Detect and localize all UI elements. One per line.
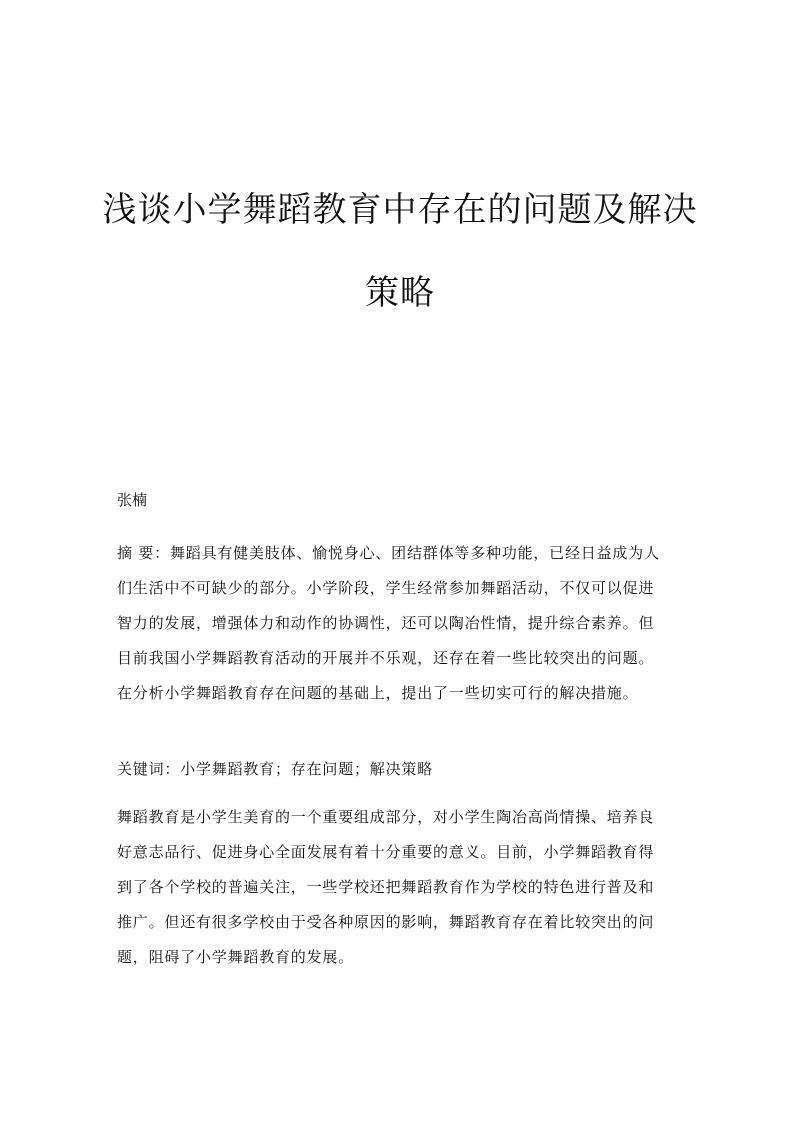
body-line: 题，阻碍了小学舞蹈教育的发展。	[117, 948, 355, 966]
abstract-line: 智力的发展，增强体力和动作的协调性，还可以陶冶性情，提升综合素养。但	[117, 614, 655, 632]
body-line: 舞蹈教育是小学生美育的一个重要组成部分，对小学生陶冶高尚情操、培养良	[117, 808, 655, 826]
author-name: 张楠	[117, 491, 148, 509]
abstract-line: 们生活中不可缺少的部分。小学阶段，学生经常参加舞蹈活动，不仅可以促进	[117, 579, 655, 597]
abstract-line: 摘 要：舞蹈具有健美肢体、愉悦身心、团结群体等多种功能，已经日益成为人	[117, 544, 660, 562]
abstract-line: 目前我国小学舞蹈教育活动的开展并不乐观，还存在着一些比较突出的问题。	[117, 649, 655, 667]
abstract-paragraph	[117, 542, 687, 717]
keywords-line: 关键词：小学舞蹈教育；存在问题；解决策略	[117, 760, 434, 778]
body-line: 推广。但还有很多学校由于受各种原因的影响，舞蹈教育存在着比较突出的问	[117, 913, 655, 931]
document-title-line-2: 策略	[365, 273, 435, 313]
document-title-line-1: 浅谈小学舞蹈教育中存在的问题及解决	[102, 190, 698, 230]
body-line: 好意志品行、促进身心全面发展有着十分重要的意义。目前，小学舞蹈教育得	[117, 843, 655, 861]
body-line: 到了各个学校的普遍关注，一些学校还把舞蹈教育作为学校的特色进行普及和	[117, 878, 655, 896]
keywords-paragraph	[117, 758, 687, 780]
abstract-line: 在分析小学舞蹈教育存在问题的基础上，提出了一些切实可行的解决措施。	[117, 684, 639, 702]
body-paragraph	[117, 806, 687, 981]
